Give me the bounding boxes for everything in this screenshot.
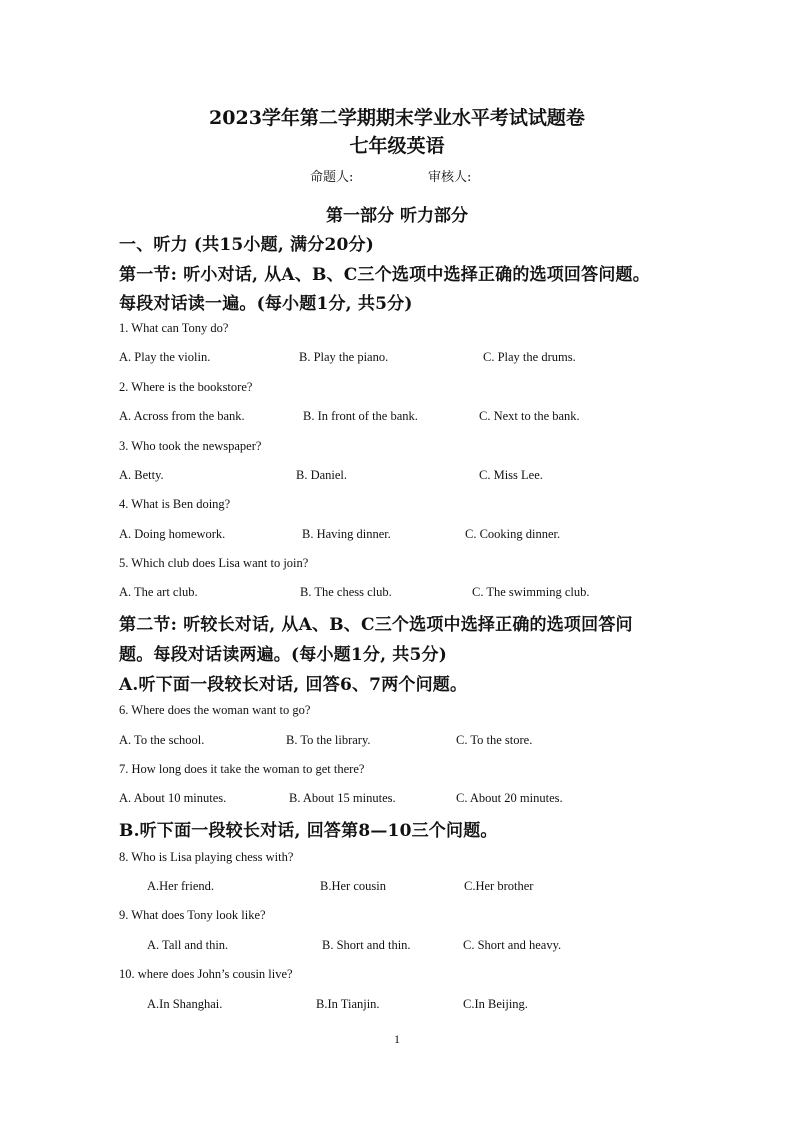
q2-option-c: C. Next to the bank.	[479, 409, 580, 423]
q6-option-c: C. To the store.	[456, 733, 533, 747]
q9-option-c: C. Short and heavy.	[463, 938, 562, 952]
q8-option-b: B.Her cousin	[320, 879, 386, 893]
q5-option-c: C. The swimming club.	[472, 585, 590, 599]
question-4: 4. What is Ben doing?	[119, 497, 231, 511]
exam-subtitle: 七年级英语	[349, 135, 445, 157]
question-2: 2. Where is the bookstore?	[119, 380, 253, 394]
listening-heading: 一、听力 (共15小题, 满分20分)	[119, 235, 374, 255]
q8-option-a: A.Her friend.	[147, 879, 214, 893]
section1-instruction-line2: 每段对话读一遍。(每小题1分, 共5分)	[119, 294, 413, 314]
setter-label: 命题人:	[310, 170, 354, 185]
section2-sub-b: B.听下面一段较长对话, 回答第8—10三个问题。	[119, 821, 498, 841]
q10-option-a: A.In Shanghai.	[147, 997, 223, 1011]
q7-option-b: B. About 15 minutes.	[289, 791, 396, 805]
question-5: 5. Which club does Lisa want to join?	[119, 556, 309, 570]
q2-option-b: B. In front of the bank.	[303, 409, 418, 423]
q10-option-b: B.In Tianjin.	[316, 997, 380, 1011]
q2-option-a: A. Across from the bank.	[119, 409, 245, 423]
q6-option-a: A. To the school.	[119, 733, 205, 747]
q5-option-a: A. The art club.	[119, 585, 198, 599]
reviewer-label: 审核人:	[428, 170, 472, 185]
q9-option-b: B. Short and thin.	[322, 938, 411, 952]
question-10: 10. where does John’s cousin live?	[119, 967, 293, 981]
q1-option-c: C. Play the drums.	[483, 350, 576, 364]
section2-sub-a: A.听下面一段较长对话, 回答6、7两个问题。	[119, 675, 468, 695]
q8-option-c: C.Her brother	[464, 879, 534, 893]
q7-option-c: C. About 20 minutes.	[456, 791, 563, 805]
q3-option-a: A. Betty.	[119, 468, 164, 482]
question-8: 8. Who is Lisa playing chess with?	[119, 850, 294, 864]
question-6: 6. Where does the woman want to go?	[119, 703, 311, 717]
q7-option-a: A. About 10 minutes.	[119, 791, 227, 805]
section2-instruction-line1: 第二节: 听较长对话, 从A、B、C三个选项中选择正确的选项回答问	[119, 615, 633, 635]
q10-option-c: C.In Beijing.	[463, 997, 528, 1011]
q4-option-c: C. Cooking dinner.	[465, 527, 561, 541]
question-3: 3. Who took the newspaper?	[119, 439, 262, 453]
q9-option-a: A. Tall and thin.	[147, 938, 229, 952]
question-1: 1. What can Tony do?	[119, 321, 229, 335]
part-title: 第一部分 听力部分	[326, 206, 468, 226]
section2-instruction-line2: 题。每段对话读两遍。(每小题1分, 共5分)	[119, 645, 447, 665]
q1-option-a: A. Play the violin.	[119, 350, 211, 364]
exam-title: 2023学年第二学期期末学业水平考试试题卷	[209, 107, 585, 129]
q3-option-c: C. Miss Lee.	[479, 468, 543, 482]
section1-instruction-line1: 第一节: 听小对话, 从A、B、C三个选项中选择正确的选项回答问题。	[119, 265, 650, 285]
q6-option-b: B. To the library.	[286, 733, 371, 747]
question-7: 7. How long does it take the woman to get there?	[119, 762, 365, 776]
question-9: 9. What does Tony look like?	[119, 908, 266, 922]
q5-option-b: B. The chess club.	[300, 585, 392, 599]
q3-option-b: B. Daniel.	[296, 468, 348, 482]
page-number: 1	[394, 1032, 400, 1046]
q4-option-a: A. Doing homework.	[119, 527, 226, 541]
q1-option-b: B. Play the piano.	[299, 350, 389, 364]
q4-option-b: B. Having dinner.	[302, 527, 391, 541]
